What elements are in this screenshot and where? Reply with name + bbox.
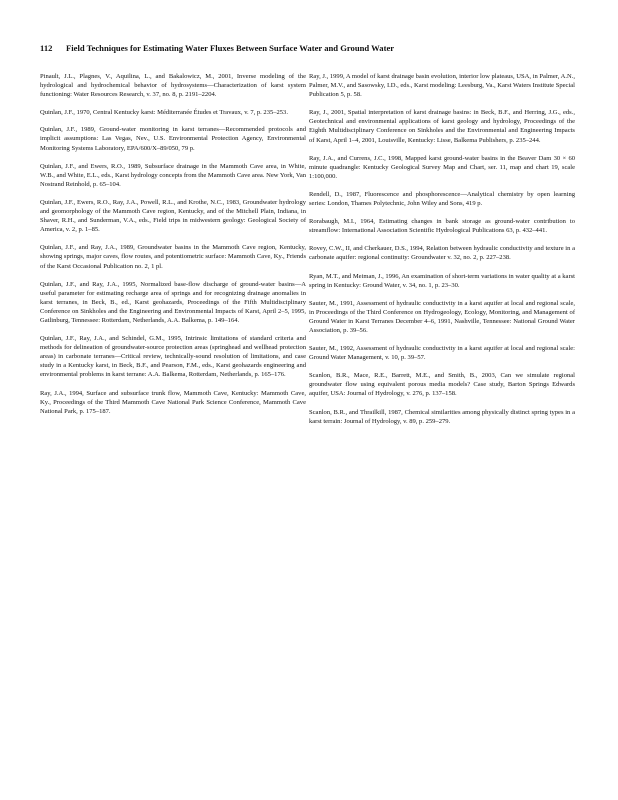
- reference-entry: Quinlan, J.F., and Ewers, R.O., 1989, Subsurface drainage in the Mammoth Cave area, in White, W.B., and White, E.L., eds., Karst hydrology concepts from the Mammoth Cave area. New York, Van Nostrand Reinhold, p. 65–104.: [40, 162, 306, 188]
- reference-entry: Ray, J.A., 1994, Surface and subsurface trunk flow, Mammoth Cave, Kentucky: Mammoth Cave, Ky., Proceedings of the Third Mammoth Cave National Park Science Conference, Mammoth Cave National Park, p. 175–187.: [40, 389, 306, 415]
- reference-entry: Quinlan, J.F., and Ray, J.A., 1995, Normalized base-flow discharge of ground-water basins—A useful parameter for estimating recharge area of springs and for recognizing drainage anomalies in karst terranes, in Beck, B., ed., Karst geohazards, Proceedings of the Fifth Multidisciplinary Conference on Sinkholes and the Engineering and Environmental Impacts of Karst, April 2–5, 1995, Gatlinburg, Tennessee: Rotterdam, Netherlands, A.A. Balkema, p. 149–164.: [40, 280, 306, 324]
- reference-entry: Scanlon, B.R., Mace, R.E., Barrett, M.E., and Smith, B., 2003, Can we simulate regional groundwater flow using equivalent porous media models? Case study, Barton Springs Edwards aquifer, USA: Journal of Hydrology, v. 276, p. 137–158.: [309, 372, 575, 398]
- references-right-column: [309, 72, 575, 435]
- reference-entry: Quinlan, J.F., and Ray, J.A., 1989, Groundwater basins in the Mammoth Cave region, Kentucky, showing springs, major caves, flow routes, and potentiometric surface: Mammoth Cave, Ky., Friends of the Karst Occasional Publication no. 2, 1 pl.: [40, 244, 306, 270]
- reference-entry: Sauter, M., 1992, Assessment of hydraulic conductivity in a karst aquifer at local and regional scale: Ground Water Management, v. 10, p. 39–57.: [309, 345, 575, 362]
- reference-entry: Sauter, M., 1991, Assessment of hydraulic conductivity in a karst aquifer at local and regional scale, in Proceedings of the Third Conference on Hydrogeology, Ecology, Monitoring, and Management of Ground Water in Karst Terranes December 4–6, 1991, Nashville, Tennessee: National Ground Water Association, p. 39–56.: [309, 299, 575, 334]
- reference-entry: Quinlan, J.F., 1989, Ground-water monitoring in karst terranes—Recommended protocols and implicit assumptions: Las Vegas, Nev., U.S. Environmental Protection Agency, Environmental Monitoring Systems Laboratory, EPA/600/X–89/050, 79 p.: [40, 126, 306, 152]
- running-header: [40, 43, 600, 53]
- reference-entry: Quinlan, J.F., Ray, J.A., and Schindel, G.M., 1995, Intrinsic limitations of standard criteria and methods for delineation of groundwater-source protection areas (springhead and wellhead protection areas) in carbonate terranes—Critical review, technically-sound resolution of limitations, and case study in a Kentucky karst, in Beck, B.F., and Pearson, F.M., eds., Karst geohazards engineering and environmental problems in karst terrane: A.A. Balkema, Rotterdam, Netherlands, p. 165–176.: [40, 335, 306, 379]
- reference-entry: Pinault, J.L., Plagnes, V., Aquilina, L., and Bakalowicz, M., 2001, Inverse modeling of the hydrological and hydrochemical behavior of hydrosystems—Characterization of karst system functioning: Water Resources Research, v. 37, no. 8, p. 2191–2204.: [40, 73, 306, 99]
- reference-entry: Ray, J.A., and Currens, J.C., 1998, Mapped karst ground-water basins in the Beaver Dam 30 × 60 minute quadrangle: Kentucky Geological Survey Map and Chart, ser. 11, map and chart 19, scale 1:100,000.: [309, 154, 575, 180]
- reference-entry: Quinlan, J.F., Ewers, R.O., Ray, J.A., Powell, R.L., and Krothe, N.C., 1983, Groundwater hydrology and geomorphology of the Mammoth Cave region, Kentucky, and of the Mitchell Plain, Indiana, in Shaver, R.H., and Sunderman, V.A., eds., Field trips in midwestern geology: Geological Society of America, v. 2, p. 1–85.: [40, 198, 306, 234]
- reference-entry: Rorabaugh, M.I., 1964, Estimating changes in bank storage as ground-water contribution to streamflow: International Association Scientific Hydrological Publications 63, p. 432–441.: [309, 218, 575, 235]
- running-title: Field Techniques for Estimating Water Fluxes Between Surface Water and Ground Water: [66, 43, 395, 53]
- reference-entry: Quinlan, J.F., 1970, Central Kentucky karst: Méditerranée Études et Travaux, v. 7, p. 235–253.: [40, 109, 288, 117]
- reference-entry: Rendell, D., 1987, Fluorescence and phosphorescence—Analytical chemistry by open learning series: London, Thames Polytechnic, John Wiley and Sons, 419 p.: [309, 190, 575, 208]
- reference-entry: Scanlon, B.R., and Thrailkill, 1987, Chemical similarities among physically distinct spring types in a karst terrain: Journal of Hydrology, v. 89, p. 259–279.: [309, 408, 575, 425]
- reference-entry: Ray, J., 2001, Spatial interpretation of karst drainage basins: in Beck, B.F., and Herring, J.G., eds., Geotechnical and environmental applications of karst geology and hydrology, Proceedings of the Eighth Multidisciplinary Conference on Sinkholes and the Environmental and Engineering Impacts of Karst, April 1–4, 2001, Louisville, Kentucky: Lisse, Balkema Publishers, p. 235–244.: [309, 109, 575, 144]
- page-number: 112: [40, 43, 53, 53]
- reference-entry: Rovey, C.W., II, and Cherkauer, D.S., 1994, Relation between hydraulic conductivity and texture in a carbonate aquifer: regional continuity: Groundwater v. 32, no. 2, p. 227–238.: [309, 245, 575, 262]
- reference-entry: Ray, J., 1999, A model of karst drainage basin evolution, interior low plateaus, USA, in Palmer, A.N., Palmer, M.V., and Sasowsky, I.D., eds., Karst modeling: Leesburg, Va., Karst Waters Institute Special Publication 5, p. 58.: [309, 73, 575, 99]
- reference-entry: Ryan, M.T., and Meiman, J., 1996, An examination of short-term variations in water quality at a karst spring in Kentucky: Ground Water, v. 34, no. 1, p. 23–30.: [309, 272, 575, 289]
- references-left-column: [40, 72, 306, 425]
